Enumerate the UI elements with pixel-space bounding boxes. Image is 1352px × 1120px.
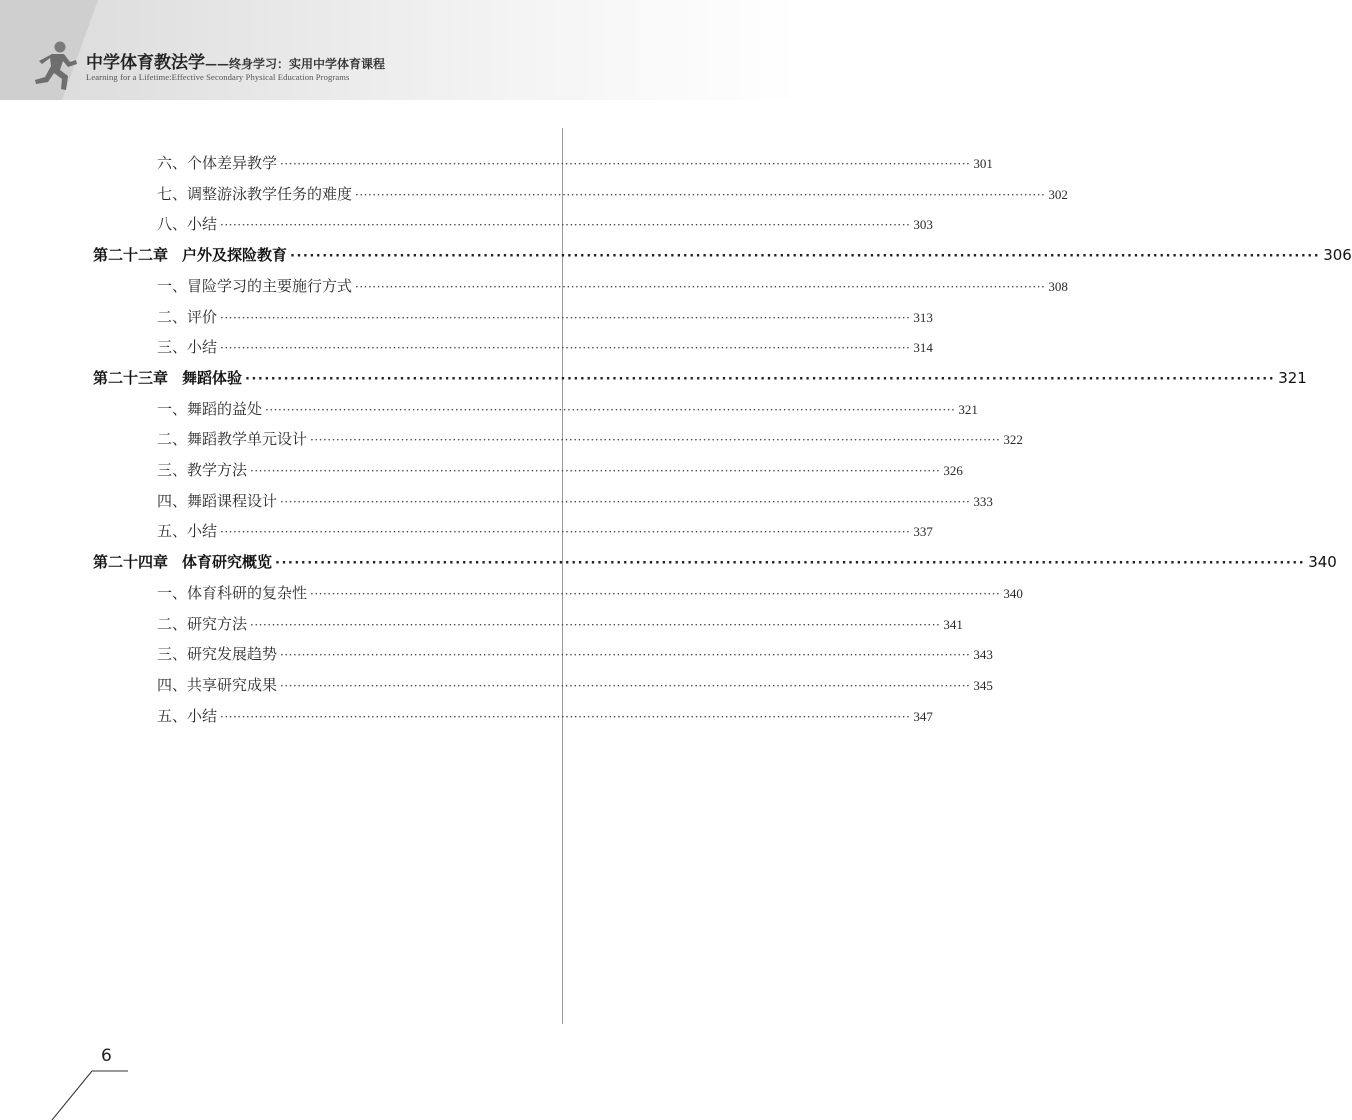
toc-entry-title: 一、舞蹈的益处 [157, 399, 263, 418]
toc-section-row [157, 394, 978, 424]
toc-page-number: 337 [913, 524, 933, 540]
toc-section-row [157, 639, 993, 669]
toc-section-row [157, 578, 1023, 608]
toc-entry-title: 五、小结 [157, 522, 218, 541]
toc-page-number: 340 [1003, 585, 1023, 601]
toc-dot-leader: ································································································································································ [245, 371, 1276, 387]
toc-entry-title: 二、研究方法 [157, 614, 248, 633]
toc-dot-leader: ································································································································································ [280, 157, 971, 171]
toc-entry-title: 三、研究发展趋势 [157, 645, 278, 664]
toc-page-number: 333 [973, 493, 993, 509]
toc-entry-title: 三、教学方法 [157, 461, 248, 479]
toc-dot-leader: ································································································································································ [280, 678, 971, 693]
toc-page-number: 326 [943, 463, 963, 478]
toc-dot-leader: ································································································································································ [250, 464, 941, 478]
toc-section-row [157, 302, 933, 332]
toc-page-number: 340 [1308, 553, 1337, 572]
toc-page-number: 303 [913, 217, 933, 233]
toc-entry-title: 六、个体差异教学 [157, 154, 278, 172]
toc-entry-title: 一、冒险学习的主要施行方式 [157, 276, 353, 295]
toc-dot-leader: ································································································································································ [220, 310, 911, 325]
toc-section-row [157, 424, 1023, 454]
book-english-title: Learning for a Lifetime:Effective Secondary Physical Education Programs [86, 72, 350, 82]
toc-page-number: 302 [1048, 186, 1068, 202]
toc-section-row [157, 516, 933, 546]
toc-dot-leader: ································································································································································ [275, 556, 1306, 572]
toc-chapter-number: 第二十二章 [93, 246, 169, 265]
toc-entry-title: 二、舞蹈教学单元设计 [157, 430, 308, 449]
toc-dot-leader: ································································································································································ [280, 648, 971, 663]
toc-entry-title: 体育研究概览 [182, 553, 273, 572]
toc-page-number: 321 [958, 401, 978, 417]
toc-page-number: 341 [943, 616, 963, 632]
toc-section-row [157, 701, 933, 731]
toc-page-number: 306 [1323, 246, 1352, 265]
toc-section-row [157, 486, 993, 516]
runner-icon [30, 40, 78, 92]
toc-entry-title: 一、体育科研的复杂性 [157, 583, 308, 602]
toc-section-row [157, 670, 993, 700]
toc-dot-leader: ································································································································································ [310, 433, 1001, 448]
toc-chapter-number: 第二十三章 [93, 368, 169, 387]
toc-section-row [157, 179, 1068, 209]
toc-entry-title: 七、调整游泳教学任务的难度 [157, 184, 353, 203]
toc-dot-leader: ································································································································································ [220, 525, 911, 540]
toc-dot-leader: ································································································································································ [250, 617, 941, 632]
toc-section-row [157, 271, 1068, 301]
toc-page-number: 343 [973, 647, 993, 663]
toc-page-number: 345 [973, 677, 993, 693]
toc-section-row [157, 209, 933, 239]
toc-chapter-row [93, 547, 1337, 577]
book-title [86, 48, 385, 73]
toc-dot-leader: ································································································································································ [280, 494, 971, 509]
toc-page-number: 301 [973, 156, 993, 171]
toc-entry-title: 八、小结 [157, 215, 218, 234]
toc-dot-leader: ································································································································································ [290, 249, 1321, 265]
book-title-main: 中学体育教法学 [86, 53, 205, 73]
toc-entry-title: 舞蹈体验 [182, 368, 243, 387]
footer-corner-lines [0, 1060, 140, 1120]
toc-section-row [157, 332, 933, 362]
toc-entry-title: 户外及探险教育 [182, 246, 288, 265]
toc-dot-leader: ································································································································································ [355, 279, 1046, 294]
toc-section-row [157, 148, 993, 178]
toc-entry-title: 二、评价 [157, 307, 218, 326]
toc-dot-leader: ································································································································································ [265, 402, 956, 417]
toc-page-number: 313 [913, 309, 933, 325]
toc-entry-title: 四、共享研究成果 [157, 675, 278, 694]
toc-chapter-number: 第二十四章 [93, 553, 169, 572]
toc-chapter-row [93, 240, 1352, 270]
toc-entry-title: 四、舞蹈课程设计 [157, 491, 278, 510]
book-title-subtitle: ——终身学习：实用中学体育课程 [205, 57, 386, 71]
toc-dot-leader: ································································································································································ [310, 586, 1001, 601]
toc-section-row [157, 609, 963, 639]
toc-entry-title: 三、小结 [157, 338, 218, 357]
toc-page-number: 347 [913, 708, 933, 724]
toc-dot-leader: ································································································································································ [355, 187, 1046, 202]
toc-dot-leader: ································································································································································ [220, 341, 911, 356]
toc-page-number: 314 [913, 340, 933, 356]
page-number: 6 [101, 1046, 112, 1066]
toc-page-number: 308 [1048, 278, 1068, 294]
toc-page-number: 322 [1003, 432, 1023, 448]
toc-dot-leader: ································································································································································ [220, 218, 911, 233]
toc-section-row [157, 455, 963, 485]
toc-page-number: 321 [1278, 368, 1307, 387]
toc-chapter-row [93, 363, 1307, 393]
toc-entry-title: 五、小结 [157, 706, 218, 725]
toc-dot-leader: ································································································································································ [220, 709, 911, 724]
